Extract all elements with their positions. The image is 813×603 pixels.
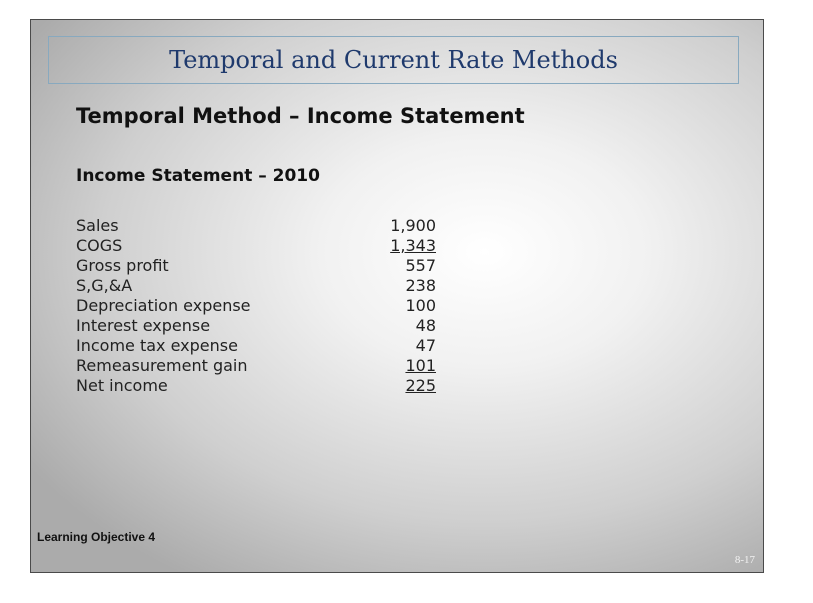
slide xyxy=(30,19,764,573)
row-label: Interest expense xyxy=(76,316,211,335)
row-label: COGS xyxy=(76,236,123,255)
slide-title: Temporal and Current Rate Methods xyxy=(169,46,618,74)
row-label: Depreciation expense xyxy=(76,296,251,315)
row-value: 47 xyxy=(415,336,436,355)
row-value: 48 xyxy=(415,316,436,335)
slide-number: 8-17 xyxy=(734,554,755,566)
statement-row xyxy=(76,356,436,376)
statement-row xyxy=(76,256,436,276)
row-value: 1,900 xyxy=(390,216,436,235)
row-label: Remeasurement gain xyxy=(76,356,248,375)
row-value: 1,343 xyxy=(390,236,436,255)
income-statement-table xyxy=(76,216,436,396)
row-label: Net income xyxy=(76,376,168,395)
statement-row xyxy=(76,376,436,396)
row-label: S,G,&A xyxy=(76,276,133,295)
statement-row xyxy=(76,236,436,256)
statement-row xyxy=(76,336,436,356)
learning-objective: Learning Objective 4 xyxy=(37,530,156,544)
row-value: 100 xyxy=(405,296,436,315)
slide-subtitle: Temporal Method – Income Statement xyxy=(76,104,525,128)
row-value: 101 xyxy=(405,356,436,375)
row-value: 225 xyxy=(405,376,436,395)
title-box xyxy=(48,36,739,84)
row-value: 557 xyxy=(405,256,436,275)
statement-row xyxy=(76,216,436,236)
statement-title: Income Statement – 2010 xyxy=(76,166,320,186)
row-label: Gross profit xyxy=(76,256,169,275)
row-value: 238 xyxy=(405,276,436,295)
row-label: Sales xyxy=(76,216,119,235)
statement-row xyxy=(76,296,436,316)
row-label: Income tax expense xyxy=(76,336,238,355)
statement-row xyxy=(76,316,436,336)
statement-row xyxy=(76,276,436,296)
